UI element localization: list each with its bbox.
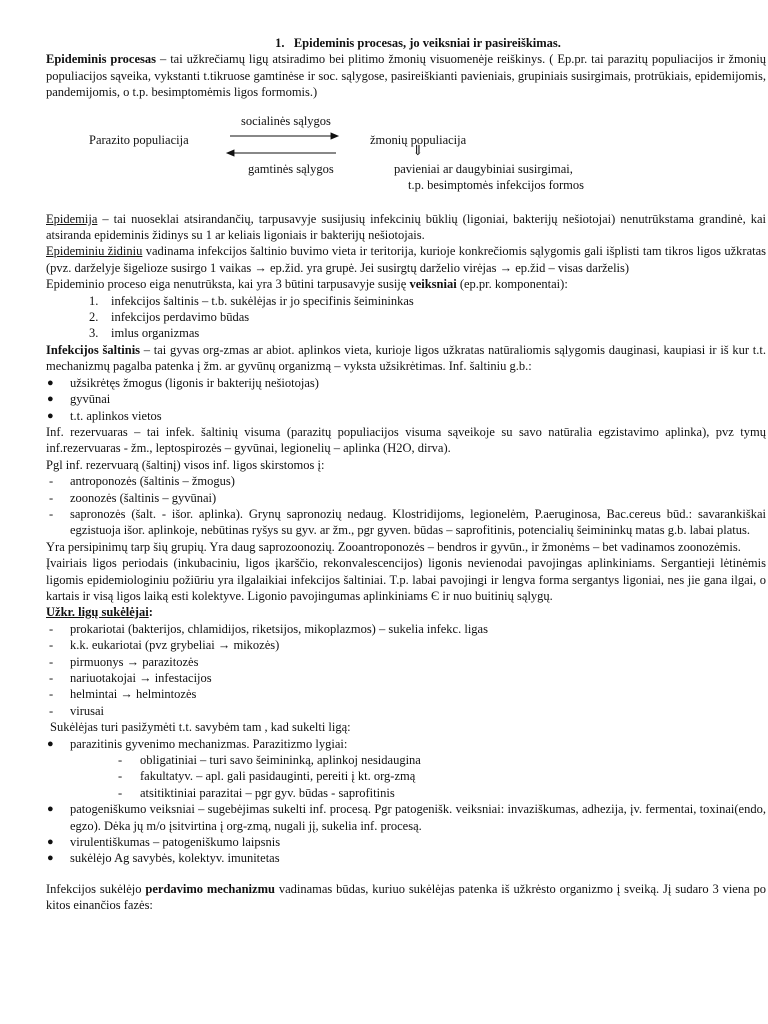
- item-text: nariuotakojai → infestacijos: [70, 671, 212, 685]
- dash-marker: -: [118, 753, 123, 768]
- dash-marker: -: [49, 638, 54, 653]
- skirstomos-paragraph: Pgl inf. rezervuarą (šaltinį) visos inf. ligos skirstomos į:: [46, 457, 325, 472]
- zidinys-term: Epideminiu židiniu: [46, 244, 143, 259]
- epidemija-term: Epidemija: [46, 211, 98, 226]
- eiga-pre: Epideminio proceso eiga nenutrūksta, kai yra 3 būtini tarpusavyje susiję: [46, 277, 410, 292]
- list-item: [46, 703, 766, 719]
- eiga-paragraph: [46, 276, 766, 292]
- parazitizmo-lygiai-list: [46, 752, 766, 801]
- zidinys-text: vadinama infekcijos šaltinio buvimo vieta ir teritorija, kurioje konkrečiomis sąlygomis gali išplisti tam tikros ligos užkratas (pvz. darželyje šigelioze susirgo 1 vaikas → ep.žid. yra grupė. Jei susirgtų darželio virėjas → ep.žid – visas darželis): [46, 244, 766, 275]
- item-text: užsikrėtęs žmogus (ligonis ir bakterijų nešiotojas): [70, 375, 319, 390]
- item-text: patogeniškumo veiksniai – sugebėjimas sukelti inf. procesą. Pgr patogenišk. veiksniai: invaziškumas, adhezija, įv. fermentai, toxinai(endo, egzo). Dėka jų m/o įsitvirtina į org-zmą, nugali jį, sukelia inf. procesą.: [70, 802, 766, 833]
- saltinis-paragraph: [46, 342, 766, 375]
- bullet-marker: ●: [47, 836, 54, 849]
- bullet-marker: ●: [47, 376, 54, 389]
- veiksniai-list: [46, 293, 766, 342]
- list-item: [46, 736, 766, 752]
- diagram-top-label: socialinės sąlygos: [241, 113, 331, 128]
- item-text: pirmuonys → parazitozės: [70, 654, 199, 669]
- epidemija-text: – tai nuoseklai atsirandančių, tarpusavyje susijusių infekcinių būklių (ligoniai, bakterijų nešiotojai) nenutrūkstama grandinė, kai atsiranda epideminis židinys su 1 ar keliais ligoniais ir bakterijų nešiotojais.: [46, 211, 766, 243]
- item-text: atsitiktiniai parazitai – pgr gyv. būdas - saprofitinis: [140, 785, 395, 800]
- list-item: [46, 391, 766, 407]
- item-text: sapronozės (šalt. - išor. aplinka). Grynų sapronozių nedaug. Klostridijoms, legionelėm, P.aeruginosa, Bac.cereus būd.: savarankiškai egzistuoja išor. aplinkoje, nebūtinas ryšys su gyv. ar žm., pgr gyven. būdas – saprofitinis, potencialių šeimininkų matas g.b. labai platus.: [70, 506, 766, 538]
- item-text: helmintai → helmintozės: [70, 687, 197, 702]
- item-text: virulentiškumas – patogeniškumo laipsnis: [70, 835, 281, 850]
- list-item: [46, 375, 766, 391]
- intro-text: – tai užkrečiamų ligų atsiradimo bei plitimo žmonių visuomenėje reiškinys. ( Ep.pr. tai parazitų populiacijos ir žmonių populiacijos sąveika, vykstanti t.tikruose gamtinėse ir soc. sąlygose, pasireiškianti pavieniais, grupiniais susirgimais, protrūkiais, epidemijomis, pandemijomis, o t.p. besimptomėmis ligos formomis.): [46, 52, 766, 100]
- list-item: [46, 293, 766, 309]
- perdavimas-pre: Infekcijos sukėlėjo: [46, 881, 146, 896]
- item-text: infekcijos šaltinis – t.b. sukėlėjas ir jo specifinis šeimininkas: [111, 293, 414, 308]
- item-number: 1.: [89, 293, 99, 308]
- list-item: [46, 654, 766, 670]
- diagram-bottom-label: gamtinės sąlygos: [248, 161, 334, 176]
- list-item: [46, 408, 766, 424]
- sukelejai-list: [46, 621, 766, 719]
- arrow-right-head: [331, 133, 338, 139]
- list-item: [46, 801, 766, 834]
- item-text: k.k. eukariotai (pvz grybeliai → mikozės): [70, 638, 280, 653]
- document-page: [46, 0, 766, 914]
- list-item: [46, 309, 766, 325]
- diagram-result-line1: pavieniai ar daugybiniai susirgimai,: [394, 161, 573, 176]
- item-text: obligatiniai – turi savo šeimininką, aplinkoj nesidaugina: [140, 753, 421, 768]
- savybes-list: [46, 736, 766, 752]
- bullet-marker: ●: [47, 393, 54, 406]
- eiga-bold: veiksniai: [409, 277, 457, 292]
- eiga-post: (ep.pr. komponentai):: [456, 277, 568, 292]
- perdavimas-bold: perdavimo mechanizmu: [145, 881, 275, 896]
- intro-paragraph: [46, 51, 766, 100]
- list-item: [46, 506, 766, 539]
- arrow-left-head: [227, 150, 234, 156]
- dash-marker: -: [49, 671, 54, 685]
- bullet-marker: ●: [47, 803, 54, 816]
- zidinys-paragraph: [46, 243, 766, 276]
- paragraph-gap: [46, 867, 766, 881]
- dash-marker: -: [118, 769, 123, 784]
- item-text: virusai: [70, 703, 105, 718]
- bullet-marker: ●: [47, 852, 54, 865]
- intro-term: Epideminis procesas: [46, 52, 157, 67]
- item-text: prokariotai (bakterijos, chlamidijos, riketsijos, mikoplazmos) – sukelia infekc. ligas: [70, 621, 488, 636]
- item-text: imlus organizmas: [111, 326, 200, 341]
- saltinis-text: – tai gyvas org-zmas ar abiot. aplinkos vieta, kurioje ligos užkratas natūraliomis sąlygomis dauginasi, kaupiasi ir iš kur t.t. mechanizmų pagalba patenka į žm. ar gyvūnų organizmą – vyksta užsikrėtimas. Inf. šaltiniu g.b.:: [46, 342, 767, 374]
- dash-marker: -: [49, 474, 54, 489]
- list-item: [46, 670, 766, 686]
- dash-marker: -: [49, 490, 54, 505]
- item-text: zoonozės (šaltinis – gyvūnai): [70, 490, 217, 505]
- saltiniai-list: [46, 375, 766, 424]
- sukelejai-heading: Užkr. ligų sukėlėjai:: [46, 605, 153, 620]
- item-text: gyvūnai: [70, 392, 111, 407]
- savybes2-list: [46, 801, 766, 867]
- section-title: 1. Epideminis procesas, jo veiksniai ir pasireiškimas.: [275, 36, 561, 50]
- epidemija-paragraph: [46, 211, 766, 244]
- list-item: [46, 473, 766, 489]
- item-text: fakultatyv. – apl. gali pasidauginti, pereiti į kt. org-zmą: [140, 769, 416, 784]
- sukelejai-heading-text: Užkr. ligų sukėlėjai: [46, 605, 149, 620]
- rezervuaras-paragraph: Inf. rezervuaras – tai infek. šaltinių visuma (parazitų populiacijos visuma sąveikoje su savo natūralia egzistavimo aplinka), pvz tymų inf.rezervuaras - žm., leptospirozės – gyvūnai, legionelių – aplinka (H2O, dirva).: [46, 424, 766, 456]
- list-item: [46, 686, 766, 702]
- dash-marker: -: [49, 687, 54, 702]
- bullet-marker: ●: [47, 409, 54, 422]
- list-item: [46, 621, 766, 637]
- item-text: sukėlėjo Ag savybės, kolektyv. imunitetas: [70, 851, 280, 866]
- diagram-left-node: Parazito populiacija: [89, 132, 189, 147]
- ligu-grupes-list: [46, 473, 766, 539]
- diagram-down-arrow: ⇓: [412, 143, 424, 159]
- list-item: [46, 785, 766, 801]
- list-item: [46, 850, 766, 866]
- item-text: infekcijos perdavimo būdas: [111, 310, 250, 325]
- periodai-paragraph: Įvairiais ligos periodais (inkubaciniu, ligos įkarščio, rekonvalescencijos) ligonis nevienodai pavojingas aplinkiniams. Sergantieji lėtinėmis ligomis epidemiologiniu požiūriu yra ilgalaikiai infekcijos šaltiniai. T.p. labai pavojingi ir lengva forma sergantys ligoniai, nes jie gana ilgai, o kartais ir visą ligos laiką esti kolektyve. Ligonio pavojingumas aplinkiniams Є ir nuo buitinių sąlygų.: [46, 556, 766, 603]
- list-item: [46, 325, 766, 341]
- dash-marker: -: [49, 703, 54, 718]
- dash-marker: -: [49, 506, 54, 521]
- item-text: t.t. aplinkos vietos: [70, 408, 162, 423]
- item-text: parazitinis gyvenimo mechanizmas. Parazitizmo lygiai:: [70, 736, 348, 751]
- list-item: [46, 834, 766, 850]
- dash-marker: -: [49, 654, 54, 669]
- bullet-marker: ●: [47, 737, 54, 750]
- persipinimu-paragraph: Yra persipinimų tarp šių grupių. Yra daug saprozoonozių. Zooantroponozės – bendros ir gyvūn., ir žmonėms – bet vadinamos zoonozėmis.: [46, 539, 741, 554]
- diagram-right-node: žmonių populiacija: [370, 132, 467, 147]
- perdavimas-post: vadinamas būdas, kuriuo sukėlėjas patenka iš užkrėsto organizmo į sveiką. Jį sudaro 3 viena po kitos einančios fazės:: [46, 881, 767, 913]
- list-item: [46, 752, 766, 768]
- epidemic-process-diagram: [46, 101, 766, 211]
- diagram-arrows: [46, 101, 766, 211]
- dash-marker: -: [49, 621, 54, 636]
- savybes-intro: Sukėlėjas turi pasižymėti t.t. savybėm tam , kad sukelti ligą:: [50, 720, 351, 735]
- dash-marker: -: [118, 785, 123, 800]
- diagram-result-line2: t.p. besimptomės infekcijos formos: [408, 177, 585, 192]
- list-item: [46, 490, 766, 506]
- item-number: 3.: [89, 326, 99, 341]
- list-item: [46, 637, 766, 653]
- item-text: antroponozės (šaltinis – žmogus): [70, 474, 235, 489]
- item-number: 2.: [89, 310, 99, 325]
- perdavimas-paragraph: [46, 881, 766, 914]
- list-item: [46, 768, 766, 784]
- saltinis-term: Infekcijos šaltinis: [46, 342, 141, 357]
